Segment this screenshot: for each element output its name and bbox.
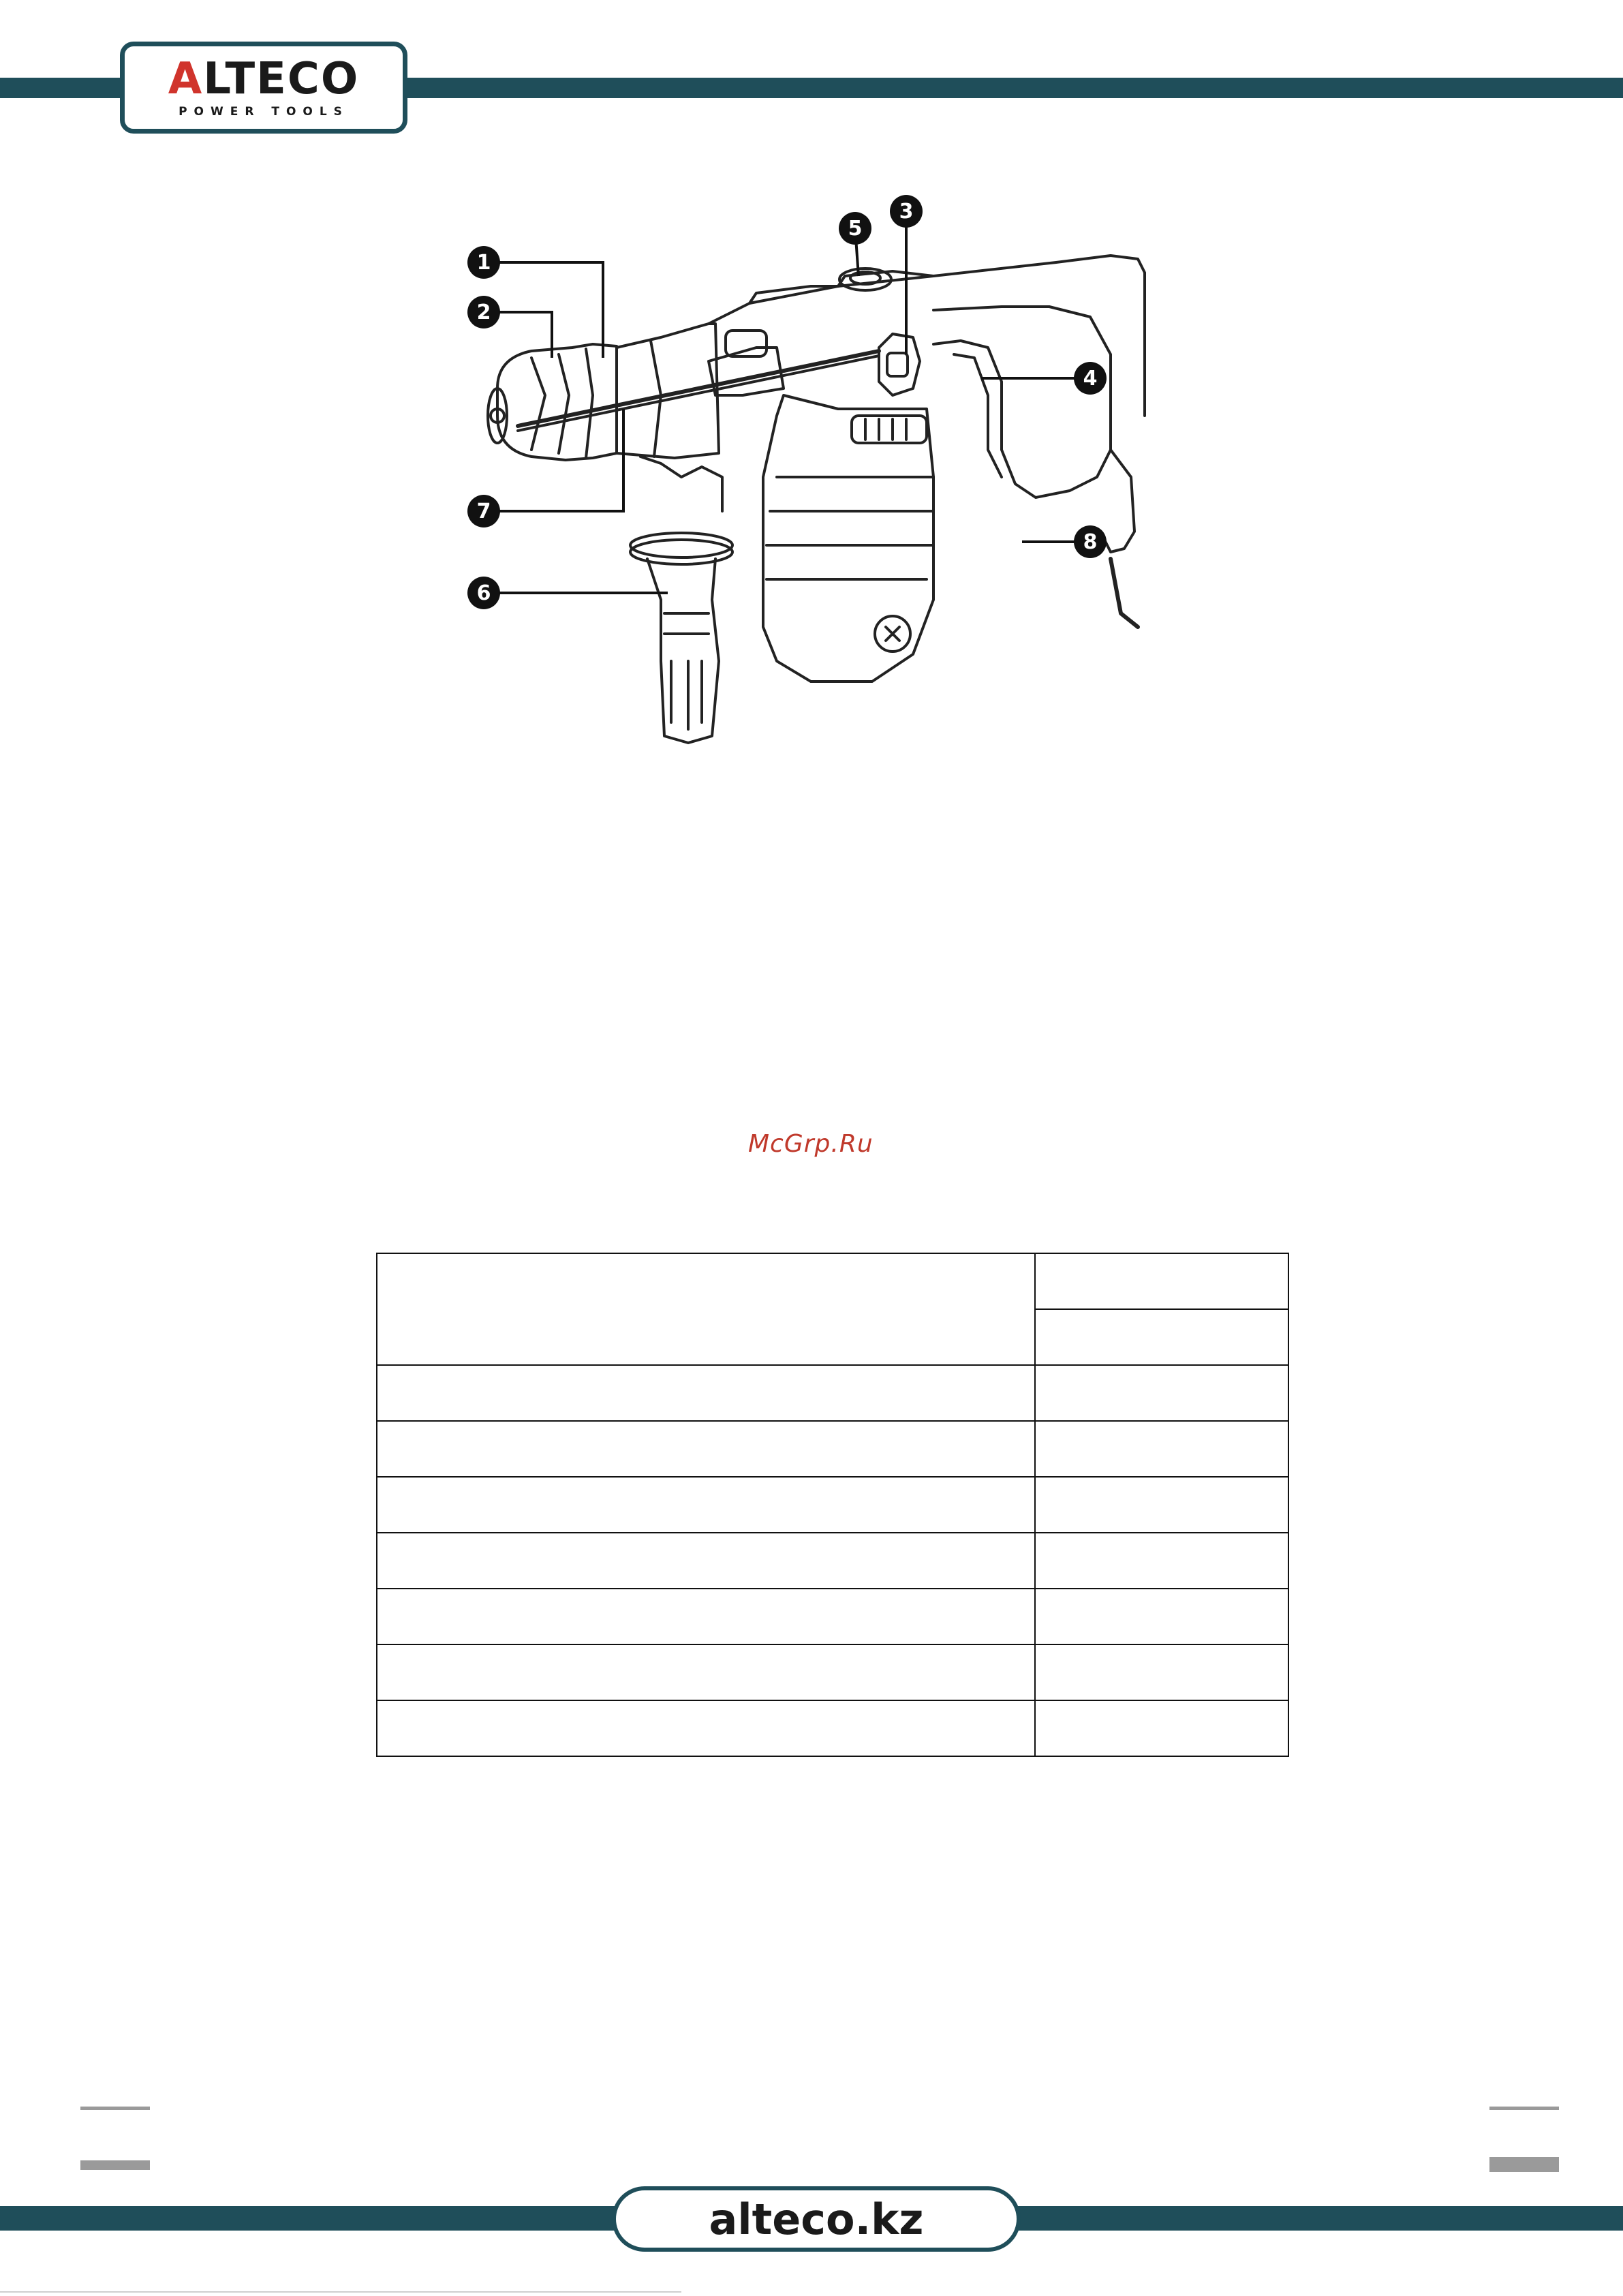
specifications-table bbox=[376, 1253, 1289, 1757]
rotary-hammer-diagram bbox=[457, 191, 1158, 756]
callout-3-number: 3 bbox=[899, 200, 914, 224]
table-cell bbox=[1035, 1253, 1288, 1309]
table-row bbox=[377, 1589, 1288, 1644]
table-row bbox=[377, 1253, 1288, 1309]
table-cell bbox=[377, 1477, 1035, 1533]
table-cell bbox=[1035, 1365, 1288, 1421]
logo-brand-rest: LTECO bbox=[203, 53, 360, 104]
table-cell bbox=[1035, 1589, 1288, 1644]
table-cell bbox=[377, 1421, 1035, 1477]
table-cell bbox=[1035, 1644, 1288, 1700]
table-row bbox=[377, 1533, 1288, 1589]
table-cell bbox=[1035, 1421, 1288, 1477]
table-cell bbox=[1035, 1700, 1288, 1756]
callout-badges bbox=[467, 195, 1107, 609]
brand-logo bbox=[120, 42, 407, 134]
page-mark-right-thin bbox=[1489, 2107, 1559, 2110]
table-cell bbox=[377, 1365, 1035, 1421]
callout-8-number: 8 bbox=[1083, 530, 1098, 554]
table-cell bbox=[1035, 1533, 1288, 1589]
callout-7-number: 7 bbox=[476, 500, 491, 523]
table-cell bbox=[377, 1644, 1035, 1700]
callout-1-number: 1 bbox=[476, 251, 491, 275]
footer-site-badge bbox=[612, 2186, 1021, 2252]
table-row bbox=[377, 1644, 1288, 1700]
callout-5-number: 5 bbox=[848, 217, 863, 241]
callout-4-number: 4 bbox=[1083, 367, 1098, 391]
table-cell bbox=[377, 1589, 1035, 1644]
logo-accent-letter: A bbox=[168, 53, 204, 104]
table-header-cell bbox=[377, 1253, 1035, 1365]
footer-site-text: alteco.kz bbox=[709, 2194, 924, 2244]
watermark-text: McGrp.Ru bbox=[748, 1130, 874, 1158]
logo-brand-text bbox=[168, 53, 360, 104]
table-cell bbox=[1035, 1309, 1288, 1365]
logo-tagline: POWER TOOLS bbox=[179, 104, 349, 119]
table-row bbox=[377, 1700, 1288, 1756]
page-mark-left-thick bbox=[80, 2160, 150, 2170]
footer-rule bbox=[0, 2291, 681, 2293]
page-mark-left-thin bbox=[80, 2107, 150, 2110]
table-row bbox=[377, 1421, 1288, 1477]
table-cell bbox=[377, 1700, 1035, 1756]
table-row bbox=[377, 1365, 1288, 1421]
table-row bbox=[377, 1477, 1288, 1533]
callout-2-number: 2 bbox=[476, 301, 491, 324]
table-cell bbox=[377, 1533, 1035, 1589]
table-cell bbox=[1035, 1477, 1288, 1533]
callout-6-number: 6 bbox=[476, 581, 491, 605]
page-mark-right-thick bbox=[1489, 2157, 1559, 2172]
